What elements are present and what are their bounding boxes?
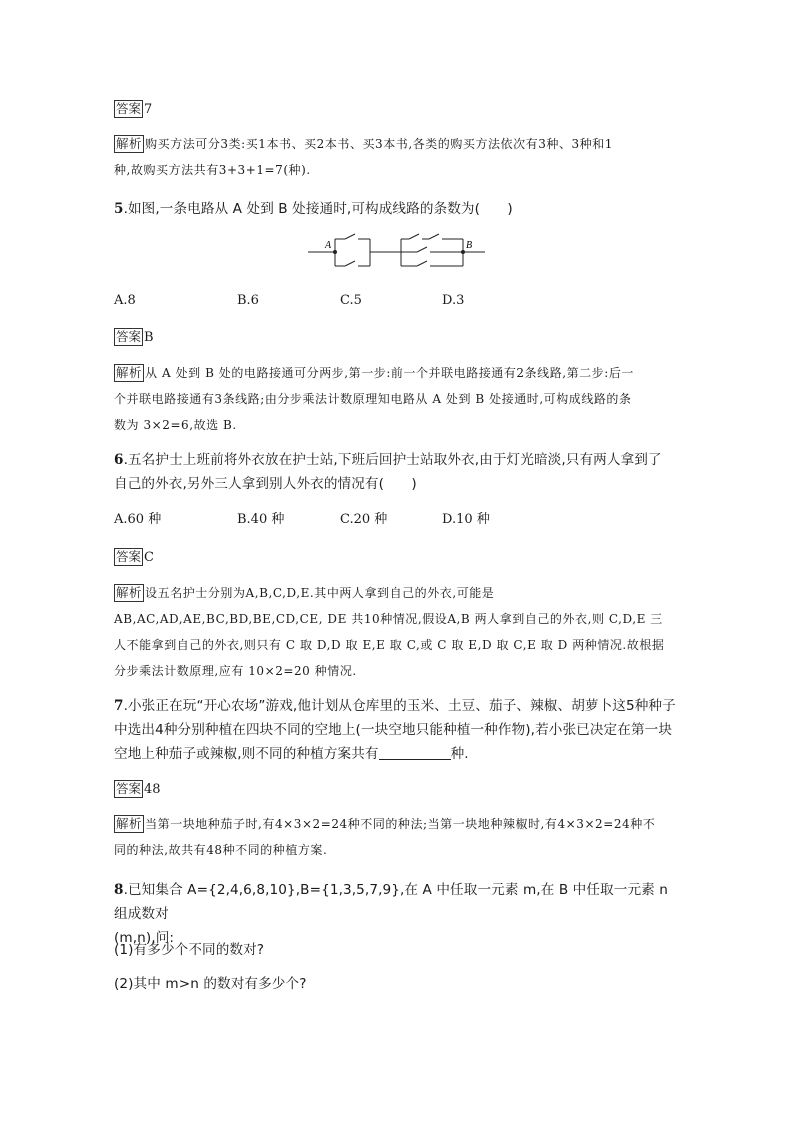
q7-stem-text-3a: 空地上种茄子或辣椒,则不同的种植方案共有: [114, 746, 379, 762]
q5-answer-value: B: [144, 330, 154, 345]
q7-stem-line-1: [114, 694, 684, 718]
q4-explain-block: [114, 131, 684, 183]
q6-explain-line-4: 分步乘法计数原理,应有 10×2=20 种情况.: [114, 664, 357, 678]
q7-number: 7: [114, 698, 124, 714]
parallel1-switch-top: [335, 234, 370, 239]
q4-explain-line-1: [114, 131, 684, 157]
q5-answer-block: [114, 328, 684, 347]
q5-explain-text-1: 从 A 处到 B 处的电路接通可分两步,第一步:前一个并联电路接通有2条线路,第二步:后一: [145, 366, 634, 380]
q7-answer-block: [114, 780, 684, 799]
q6-explain-text-1: 设五名护士分别为A,B,C,D,E.其中两人拿到自己的外衣,可能是: [145, 586, 495, 600]
q6-answer-value: C: [144, 550, 154, 565]
q7-explain-block: [114, 811, 684, 863]
q7-stem-text-1: .小张正在玩“开心农场”游戏,他计划从仓库里的玉米、土豆、茄子、辣椒、胡萝卜这5种种子: [123, 698, 676, 714]
q6-option-a: A.60 种: [114, 512, 162, 527]
q4-explain-text-1: 购买方法可分3类:买1本书、买2本书、买3本书,各类的购买方法依次有3种、3种和1: [145, 137, 613, 151]
q5-options: [114, 292, 684, 310]
q7-stem-line-3: [114, 742, 684, 766]
q6-number: 6: [114, 452, 124, 468]
q8-stem-line-1: [114, 878, 684, 926]
q5-explain-line-3: 数为 3×2=6,故选 B.: [114, 418, 237, 432]
q7-stem-line-2: 中选出4种分别种植在四块不同的空地上(一块空地只能种植一种作物),若小张已决定在第一块: [114, 722, 673, 738]
q5-explain-line-1: [114, 360, 684, 386]
node-b-dot: [461, 250, 465, 254]
q6-option-b: B.40 种: [237, 512, 285, 527]
parallel2-switch-top: [401, 234, 463, 239]
q7-explain-line-1: [114, 811, 684, 837]
q6-explain-line-2: AB,AC,AD,AE,BC,BD,BE,CD,CE, DE 共10种情况,假设A,B 两人拿到自己的外衣,则 C,D,E 三: [114, 612, 663, 626]
q6-stem-line-2: 自己的外衣,另外三人拿到别人外衣的情况有( ): [114, 476, 417, 492]
q5-stem: [114, 197, 684, 221]
q5-option-c: C.5: [340, 293, 362, 308]
q5-stem-text: .如图,一条电路从 A 处到 B 处接通时,可构成线路的条数为( ): [123, 201, 513, 217]
q6-stem-line-1: [114, 448, 684, 472]
q8-sub-question-1: (1)有多少个不同的数对?: [114, 942, 265, 958]
q6-option-c: C.20 种: [340, 512, 388, 527]
label-a: A: [325, 240, 332, 251]
q6-explain-block: [114, 580, 684, 684]
explain-tag: 解析: [116, 585, 143, 600]
q7-explain-line-2: 同的种法,故共有48种不同的种植方案.: [114, 843, 328, 857]
q7-answer-value: 48: [144, 782, 161, 797]
q8-stem-line-2: (m,n),问:: [114, 930, 175, 946]
parallel2-switch-bottom: [401, 261, 463, 266]
fill-in-blank: [379, 745, 451, 760]
q6-stem-text-1: .五名护士上班前将外衣放在护士站,下班后回护士站取外衣,由于灯光暗淡,只有两人拿到了: [123, 452, 662, 468]
explain-tag: 解析: [116, 136, 143, 151]
q6-explain-line-1: [114, 580, 684, 606]
q6-answer-block: [114, 548, 684, 567]
q8-number: 8: [114, 882, 124, 898]
answer-tag: 答案: [116, 329, 142, 344]
parallel2-switch-middle: [401, 247, 463, 252]
q8-sub-question-2: (2)其中 m>n 的数对有多少个?: [114, 976, 307, 992]
answer-tag: 答案: [116, 101, 142, 116]
q4-answer-block: [114, 100, 684, 119]
q6-stem: [114, 448, 684, 496]
q5-explain-line-2: 个并联电路接通有3条线路;由分步乘法计数原理知电路从 A 处到 B 处接通时,可构成线路的条: [114, 392, 632, 406]
q4-answer-value: 7: [144, 102, 153, 117]
label-b: B: [466, 240, 473, 251]
q4-explain-line-2: 种,故购买方法共有3+3+1=7(种).: [114, 163, 311, 177]
q6-option-d: D.10 种: [442, 512, 490, 527]
answer-tag: 答案: [116, 549, 142, 564]
q5-explain-block: [114, 360, 684, 438]
answer-tag: 答案: [116, 781, 142, 796]
explain-tag: 解析: [116, 365, 143, 380]
q5-number: 5: [114, 201, 124, 217]
q5-option-d: D.3: [442, 293, 465, 308]
explain-tag: 解析: [116, 816, 143, 831]
parallel1-switch-bottom: [335, 261, 370, 266]
q5-option-b: B.6: [237, 293, 259, 308]
circuit-diagram: [305, 230, 490, 272]
q7-stem-text-3b: 种.: [450, 746, 469, 762]
q6-explain-line-3: 人不能拿到自己的外衣,则只有 C 取 D,D 取 E,E 取 C,或 C 取 E,D 取 C,E 取 D 两种情况.故根据: [114, 638, 665, 652]
q7-stem: [114, 694, 684, 766]
q5-option-a: A.8: [114, 293, 136, 308]
q8-stem-text-1: .已知集合 A={2,4,6,8,10},B={1,3,5,7,9},在 A 中任取一元素 m,在 B 中任取一元素 n 组成数对: [114, 882, 668, 922]
q6-options: [114, 511, 684, 529]
node-a-dot: [333, 250, 337, 254]
q7-explain-text-1: 当第一块地种茄子时,有4×3×2=24种不同的种法;当第一块地种辣椒时,有4×3×2=24种不: [145, 817, 656, 831]
